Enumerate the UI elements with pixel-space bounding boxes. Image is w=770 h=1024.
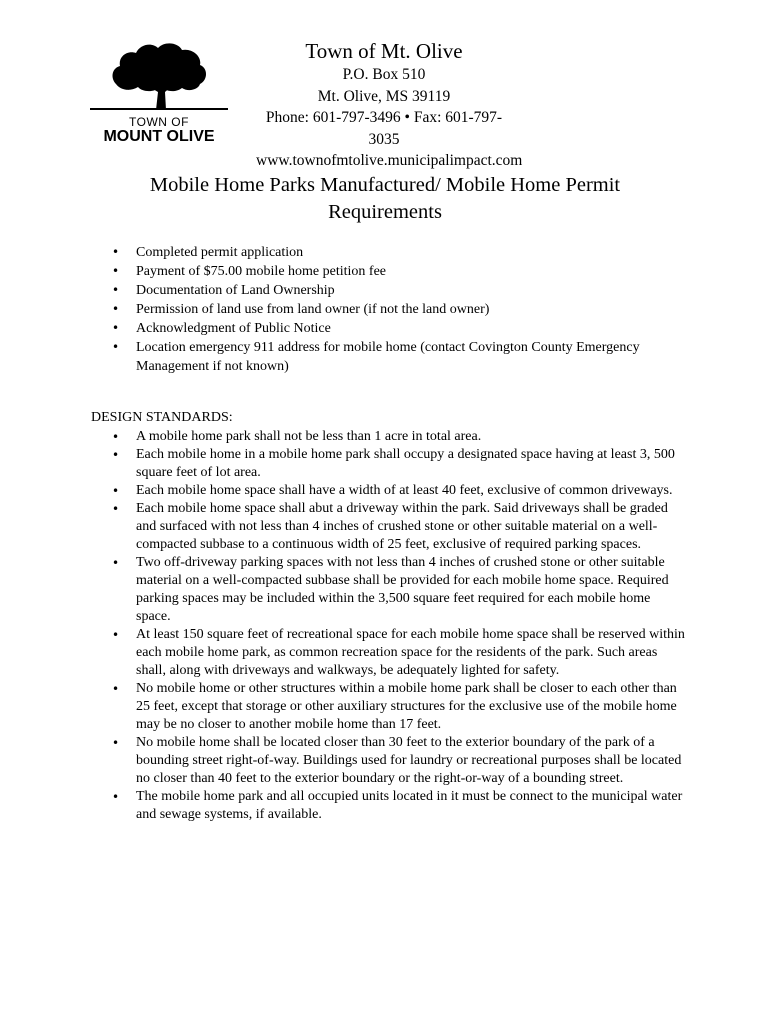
design-standard-item: • The mobile home park and all occupied units located in it must be connect to the municipal water and sewage systems, if available.: [108, 788, 686, 824]
requirement-item: • Permission of land use from land owner (if not the land owner): [108, 300, 668, 319]
requirement-item: • Acknowledgment of Public Notice: [108, 319, 668, 338]
oak-tree-icon: [108, 40, 210, 110]
city-state-zip: Mt. Olive, MS 39119: [317, 87, 451, 105]
design-standard-item: • No mobile home or other structures within a mobile home park shall be closer to each other than 25 feet, except that storage or other auxiliary structures for the exclusive use of the mobile home may be no closer to another mobile home than 17 feet.: [108, 680, 686, 734]
logo-divider: [90, 108, 228, 110]
design-standard-item: • A mobile home park shall not be less than 1 acre in total area.: [108, 428, 686, 446]
design-standard-item: • At least 150 square feet of recreational space for each mobile home space shall be reserved within each mobile home park, as common recreation space for the residents of the park. Such areas shall, along with driveways and walkways, be adequately lighted for safety.: [108, 626, 686, 680]
requirement-item: • Location emergency 911 address for mobile home (contact Covington County Emergency Management if not known): [108, 338, 668, 376]
design-standard-item: • Each mobile home space shall have a width of at least 40 feet, exclusive of common driveways.: [108, 482, 686, 500]
document-title: [100, 172, 670, 226]
logo-text-line1: TOWN OF: [129, 115, 189, 129]
requirement-item: • Documentation of Land Ownership: [108, 281, 668, 300]
design-standard-item: • No mobile home shall be located closer than 30 feet to the exterior boundary of the park of a bounding street right-of-way. Buildings used for laundry or recreational purposes shall be located no closer than 40 feet to the exterior boundary or the right-or-way of a bounding street.: [108, 734, 686, 788]
requirement-item: • Payment of $75.00 mobile home petition fee: [108, 262, 668, 281]
logo-text-line2: MOUNT OLIVE: [103, 128, 215, 145]
design-standard-item: • Two off-driveway parking spaces with not less than 4 inches of crushed stone or other suitable material on a well-compacted subbase shall be provided for each mobile home space. Required parking spaces may be included within the 3,500 square feet required for each mobile home space.: [108, 554, 686, 626]
phone-fax: Phone: 601-797-3496 • Fax: 601-797-3035: [265, 109, 503, 148]
design-standards-list: [108, 428, 686, 824]
website: www.townofmtolive.municipalimpact.com: [256, 152, 523, 169]
design-standard-item: • Each mobile home in a mobile home park shall occupy a designated space having at least 3, 500 square feet of lot area.: [108, 446, 686, 482]
design-standards-heading: DESIGN STANDARDS:: [91, 410, 233, 425]
po-box: P.O. Box 510: [342, 66, 426, 83]
requirements-list: [108, 243, 668, 376]
town-name: Town of Mt. Olive: [305, 39, 463, 63]
requirement-item: • Completed permit application: [108, 243, 668, 262]
title-line-2: Requirements: [328, 201, 442, 223]
title-line-1: Mobile Home Parks Manufactured/ Mobile Home Permit: [149, 174, 621, 196]
design-standard-item: • Each mobile home space shall abut a driveway within the park. Said driveways shall be graded and surfaced with not less than 4 inches of crushed stone or other suitable material on a well-compacted subbase to a continuous width of 25 feet, exclusive of required parking spaces.: [108, 500, 686, 554]
letterhead: [256, 38, 523, 172]
town-logo: [86, 40, 232, 150]
